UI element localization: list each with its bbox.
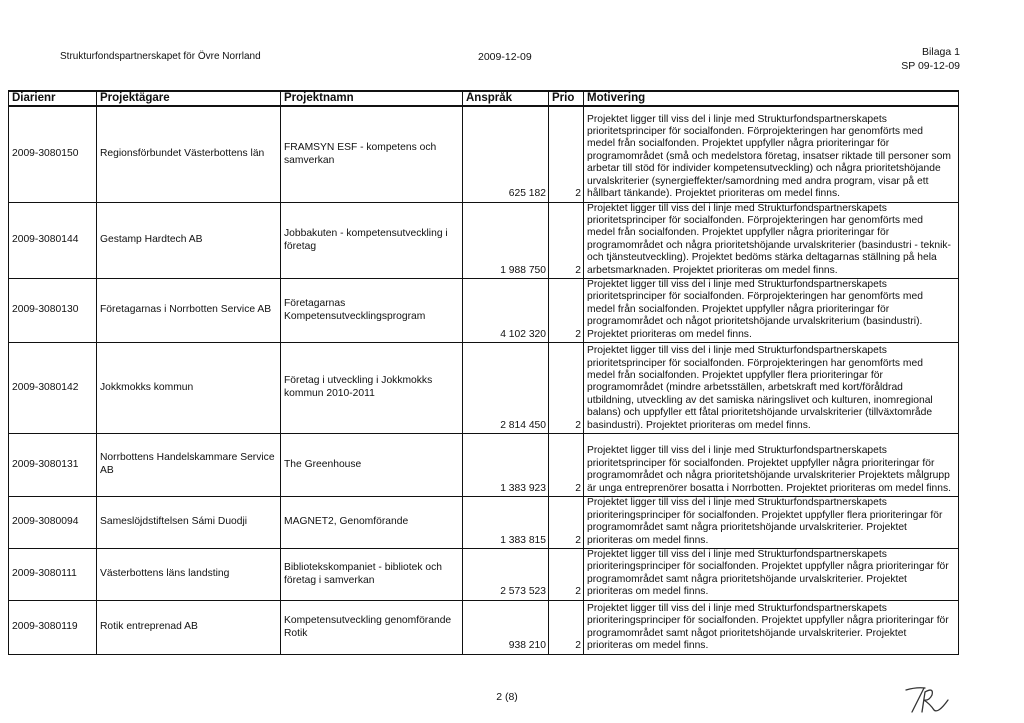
cell-diarienr: 2009-3080094 <box>9 496 97 548</box>
table-row <box>9 342 959 433</box>
motivering-line: Projektet ligger till viss del i linje med Strukturfondspartnerskapets <box>587 602 887 614</box>
cell-motivering <box>584 202 959 278</box>
motivering-line: programområdet samt några prioritetshöjande urvalskriterier. Projektet <box>587 573 907 585</box>
motivering-line: Projektet ligger till viss del i linje med Strukturfondspartnerskapets <box>587 113 887 125</box>
applications-table <box>8 90 959 655</box>
cell-ansprak: 938 210 <box>463 600 549 654</box>
cell-projektagare: Västerbottens läns landsting <box>97 548 281 600</box>
motivering-line: programområdet och några prioritetshöjande urvalskriterier (basindustri - teknik- <box>587 239 951 251</box>
cell-ansprak: 2 573 523 <box>463 548 549 600</box>
motivering-line: arbetar till stöd för individer kompetensutveckling) och några prioritetshöjande <box>587 163 941 175</box>
cell-motivering <box>584 433 959 496</box>
cell-diarienr: 2009-3080119 <box>9 600 97 654</box>
cell-diarienr: 2009-3080150 <box>9 106 97 202</box>
motivering-line: urvalskriterier (synergieffekter/samordning med andra program, visar på ett <box>587 175 929 187</box>
motivering-line: balans) och uppfyller ett fåtal prioritetshöjande urvalskriterier (tillväxtområde <box>587 407 933 419</box>
cell-prio: 2 <box>549 496 584 548</box>
motivering-line: medel från socialfonden. Projektet uppfyller några prioriteringar för <box>587 138 890 150</box>
cell-diarienr: 2009-3080130 <box>9 278 97 342</box>
motivering-line: Projektet ligger till viss del i linje med Strukturfondspartnerskapets <box>587 445 887 457</box>
cell-diarienr: 2009-3080131 <box>9 433 97 496</box>
page-header-date: 2009-12-09 <box>478 51 532 63</box>
cell-projektnamn: Kompetensutveckling genomförande Rotik <box>281 600 463 654</box>
motivering-line: prioriteras om medel finns. <box>587 640 709 652</box>
cell-prio: 2 <box>549 278 584 342</box>
cell-ansprak: 4 102 320 <box>463 278 549 342</box>
motivering-line: prioritetsprinciper för socialfonden. Förprojekteringen har genomförts med <box>587 126 923 138</box>
motivering-line: hållbart tänkande). Projektet prioriteras om medel finns. <box>587 188 840 200</box>
cell-projektagare: Norrbottens Handelskammare Service AB <box>97 433 281 496</box>
motivering-line: prioritetsprinciper för socialfonden. Projektet uppfyller några prioriteringar för <box>587 457 935 469</box>
motivering-line: Projektet ligger till viss del i linje med Strukturfondspartnerskapets <box>587 202 887 214</box>
col-header-prio: Prio <box>549 91 584 106</box>
cell-ansprak: 1 383 815 <box>463 496 549 548</box>
motivering-line: prioritetsprinciper för socialfonden. Förprojekteringen har genomförts med <box>587 291 923 303</box>
cell-diarienr: 2009-3080142 <box>9 342 97 433</box>
cell-projektagare: Jokkmokks kommun <box>97 342 281 433</box>
cell-projektnamn: Företag i utveckling i Jokkmokks kommun 2010-2011 <box>281 342 463 433</box>
motivering-line: programområdet (små och medelstora företag, insatser riktade till personer som <box>587 150 951 162</box>
motivering-line: Projektet prioriteras om medel finns. <box>587 328 752 340</box>
cell-projektagare: Sameslöjdstiftelsen Sámi Duodji <box>97 496 281 548</box>
cell-prio: 2 <box>549 202 584 278</box>
col-header-projektagare: Projektägare <box>97 91 281 106</box>
col-header-ansprak: Anspråk <box>463 91 549 106</box>
motivering-line: prioritetsprinciper för socialfonden. Förprojekteringen har genomförts med <box>587 357 923 369</box>
cell-motivering <box>584 106 959 202</box>
cell-ansprak: 625 182 <box>463 106 549 202</box>
motivering-line: och tjänsteutveckling). Projektet bedöms stärka deltagarnas ställning på hela <box>587 252 937 264</box>
page-header-organization: Strukturfondspartnerskapet för Övre Norrland <box>60 51 261 62</box>
cell-ansprak: 2 814 450 <box>463 342 549 433</box>
page-number: 2 (8) <box>496 691 518 703</box>
cell-motivering <box>584 278 959 342</box>
cell-projektnamn: Bibliotekskompaniet - bibliotek och företag i samverkan <box>281 548 463 600</box>
cell-motivering <box>584 342 959 433</box>
cell-projektagare: Gestamp Hardtech AB <box>97 202 281 278</box>
table-row <box>9 106 959 202</box>
motivering-line: prioritetsprinciper för socialfonden. Förprojekteringen har genomförts med <box>587 214 923 226</box>
cell-diarienr: 2009-3080144 <box>9 202 97 278</box>
motivering-line: Projektet ligger till viss del i linje med Strukturfondspartnerskapets <box>587 548 887 560</box>
cell-prio: 2 <box>549 600 584 654</box>
table-row <box>9 278 959 342</box>
motivering-line: basindustri). Projektet prioriteras om medel finns. <box>587 419 811 431</box>
cell-motivering <box>584 548 959 600</box>
motivering-line: programområdet samt något prioritetshöjande urvalskriterier. Projektet <box>587 627 907 639</box>
motivering-line: arbetsmarknaden. Projektet prioriteras om medel finns. <box>587 264 838 276</box>
table-row <box>9 496 959 548</box>
cell-prio: 2 <box>549 342 584 433</box>
cell-projektnamn: The Greenhouse <box>281 433 463 496</box>
cell-diarienr: 2009-3080111 <box>9 548 97 600</box>
col-header-projektnamn: Projektnamn <box>281 91 463 106</box>
motivering-line: Projektet ligger till viss del i linje med Strukturfondspartnerskapets <box>587 497 887 509</box>
table-header-row <box>9 91 959 106</box>
cell-ansprak: 1 988 750 <box>463 202 549 278</box>
reference-label: SP 09-12-09 <box>901 60 960 72</box>
motivering-line: prioriteringsprinciper för socialfonden. Projektet uppfyller några prioriteringar för <box>587 561 949 573</box>
motivering-line: medel från socialfonden. Projektet uppfyller några prioriteringar för <box>587 303 890 315</box>
motivering-line: prioriteras om medel finns. <box>587 534 709 546</box>
motivering-line: medel från socialfonden. Projektet uppfyller flera prioriteringar för <box>587 369 883 381</box>
table-header <box>9 91 959 106</box>
table-row <box>9 202 959 278</box>
cell-projektnamn: Företagarnas Kompetensutvecklingsprogram <box>281 278 463 342</box>
motivering-line: programområdet (mindre arbetsställen, arbetskraft med kort/föråldrad <box>587 382 903 394</box>
handwritten-initials <box>898 678 954 718</box>
motivering-line: prioriteringsprinciper för socialfonden. Projektet uppfyller några prioriteringar för <box>587 615 949 627</box>
cell-prio: 2 <box>549 433 584 496</box>
cell-prio: 2 <box>549 106 584 202</box>
table-body <box>9 106 959 654</box>
cell-prio: 2 <box>549 548 584 600</box>
cell-projektnamn: Jobbakuten - kompetensutveckling i företag <box>281 202 463 278</box>
cell-projektagare: Regionsförbundet Västerbottens län <box>97 106 281 202</box>
table-row <box>9 548 959 600</box>
motivering-line: programområdet och något prioritetshöjande urvalskriterium (basindustri). <box>587 316 923 328</box>
motivering-line: Projektet ligger till viss del i linje med Strukturfondspartnerskapets <box>587 278 887 290</box>
cell-ansprak: 1 383 923 <box>463 433 549 496</box>
cell-projektnamn: FRAMSYN ESF - kompetens och samverkan <box>281 106 463 202</box>
cell-motivering <box>584 496 959 548</box>
cell-projektnamn: MAGNET2, Genomförande <box>281 496 463 548</box>
motivering-line: prioriteringsprinciper för socialfonden. Projektet uppfyller flera prioriteringar för <box>587 509 943 521</box>
motivering-line: utbildning, utveckling av det samiska näringslivet och kulturen, inomregional <box>587 394 933 406</box>
motivering-line: medel från socialfonden. Projektet uppfyller några prioriteringar för <box>587 227 890 239</box>
motivering-line: är unga entreprenörer bosatta i Norrbotten. Projektet prioriteras om medel finns. <box>587 482 952 494</box>
col-header-motivering: Motivering <box>584 91 959 106</box>
motivering-line: Projektet ligger till viss del i linje med Strukturfondspartnerskapets <box>587 345 887 357</box>
motivering-line: programområdet och några prioritetshöjande urvalskriterier Projektets målgrupp <box>587 470 950 482</box>
cell-motivering <box>584 600 959 654</box>
motivering-line: prioriteras om medel finns. <box>587 586 709 598</box>
motivering-line: programområdet samt några prioritetshöjande urvalskriterier. Projektet <box>587 522 907 534</box>
table-row <box>9 433 959 496</box>
cell-projektagare: Företagarnas i Norrbotten Service AB <box>97 278 281 342</box>
table-row <box>9 600 959 654</box>
col-header-diarienr: Diarienr <box>9 91 97 106</box>
cell-projektagare: Rotik entreprenad AB <box>97 600 281 654</box>
attachment-label: Bilaga 1 <box>922 46 960 58</box>
